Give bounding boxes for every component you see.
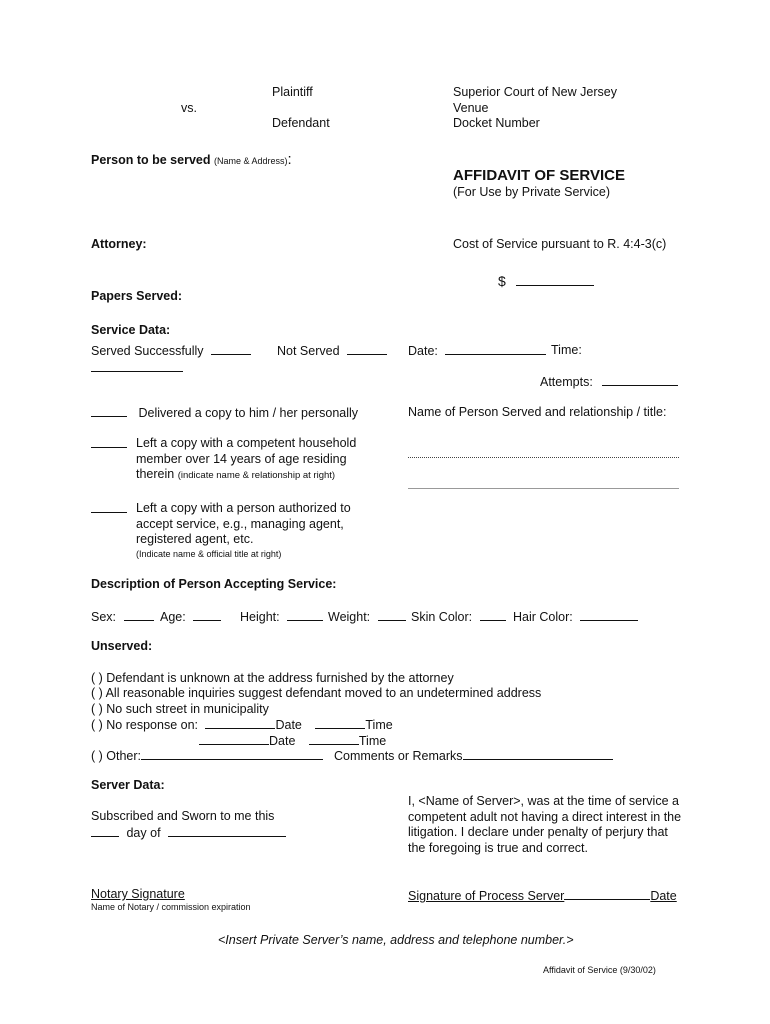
skin-color-label: Skin Color:: [411, 610, 473, 624]
sex-label: Sex:: [91, 610, 117, 624]
household-hint: (indicate name & relationship at right): [177, 470, 336, 481]
weight-label: Weight:: [328, 610, 371, 624]
no-response-label: ( ) No response on:: [91, 718, 198, 732]
age-field[interactable]: [160, 609, 221, 626]
declaration-line1: I, <Name of Server>, was at the time of service a: [408, 794, 679, 808]
attempts-label: Attempts:: [540, 375, 593, 389]
hair-color-blank[interactable]: [580, 609, 638, 621]
household-line3-row: [136, 467, 356, 484]
skin-color-blank[interactable]: [480, 609, 506, 621]
attorney-label: Attorney:: [91, 237, 147, 251]
no-response-time-label-2: Time: [358, 734, 387, 748]
hair-color-field[interactable]: [513, 609, 638, 626]
cost-amount-blank[interactable]: [516, 274, 594, 286]
declaration-line4: the foregoing is true and correct.: [408, 840, 588, 855]
plaintiff-label: Plaintiff: [272, 85, 313, 99]
declaration-line3: litigation. I declare under penalty of perjury that: [408, 825, 668, 839]
authorized-line3: registered agent, etc.: [136, 532, 254, 546]
service-date-label: Date:: [408, 344, 438, 358]
day-of-label: day of: [126, 826, 161, 840]
person-to-be-served-colon: :: [287, 151, 292, 168]
currency-symbol: $: [498, 273, 506, 289]
service-time-label: Time:: [551, 343, 582, 357]
service-data-heading: Service Data:: [91, 323, 171, 337]
no-response-time-label-1: Time: [365, 718, 393, 732]
authorized-option-text: [136, 501, 351, 560]
page-title: AFFIDAVIT OF SERVICE: [453, 167, 625, 184]
served-successfully-field[interactable]: [91, 343, 251, 360]
extra-blank[interactable]: [91, 360, 183, 372]
weight-field[interactable]: [328, 609, 406, 626]
attempts-blank[interactable]: [602, 374, 678, 386]
hair-color-label: Hair Color:: [513, 610, 573, 624]
form-revision-id: Affidavit of Service (9/30/02): [543, 965, 656, 975]
delivered-blank[interactable]: [91, 405, 127, 417]
day-of-field[interactable]: [91, 825, 286, 842]
page-subtitle: (For Use by Private Service): [453, 185, 610, 199]
unserved-option-other[interactable]: [91, 748, 323, 765]
sex-blank[interactable]: [124, 609, 154, 621]
no-response-date-label-1: Date: [275, 718, 302, 732]
household-line2: member over 14 years of age residing: [136, 451, 347, 466]
height-field[interactable]: [240, 609, 323, 626]
household-blank-field[interactable]: [91, 436, 127, 453]
vs-label: vs.: [181, 101, 197, 115]
papers-served-label: Papers Served:: [91, 289, 183, 303]
age-label: Age:: [160, 610, 186, 624]
household-option-text: [136, 436, 356, 484]
height-label: Height:: [240, 610, 280, 624]
signature-date-label: Date: [650, 889, 677, 903]
skin-color-field[interactable]: [411, 609, 506, 626]
court-name: Superior Court of New Jersey: [453, 85, 617, 99]
unserved-option-unknown[interactable]: ( ) Defendant is unknown at the address furnished by the attorney: [91, 671, 454, 685]
notary-signature-label[interactable]: Notary Signature: [91, 887, 185, 901]
comments-field[interactable]: [334, 748, 613, 765]
delivered-label: Delivered a copy to him / her personally: [138, 406, 359, 420]
server-data-heading: Server Data:: [91, 778, 165, 792]
name-relationship-line-1[interactable]: [408, 457, 679, 458]
declaration-line2: competent adult not having a direct interest in the: [408, 809, 682, 824]
authorized-blank[interactable]: [91, 501, 127, 513]
subscribed-sworn-label: Subscribed and Sworn to me this: [91, 809, 275, 823]
docket-number-label: Docket Number: [453, 116, 540, 130]
venue-label: Venue: [453, 101, 489, 115]
authorized-line2: accept service, e.g., managing agent,: [136, 516, 344, 531]
household-line3: therein: [136, 467, 175, 481]
process-server-signature-field[interactable]: [408, 887, 677, 905]
service-date-blank[interactable]: [445, 343, 546, 355]
server-declaration: [408, 794, 681, 856]
age-blank[interactable]: [193, 609, 221, 621]
no-response-time-blank-2[interactable]: [309, 733, 359, 745]
served-successfully-label: Served Successfully: [91, 344, 204, 358]
unserved-option-no-response[interactable]: [91, 717, 393, 734]
not-served-label: Not Served: [277, 344, 340, 358]
month-year-blank[interactable]: [168, 825, 286, 837]
unserved-option-no-street[interactable]: ( ) No such street in municipality: [91, 702, 269, 716]
delivered-option[interactable]: [91, 405, 358, 422]
insert-server-info-note: <Insert Private Server’s name, address and telephone number.>: [218, 933, 574, 947]
notary-subtext: Name of Notary / commission expiration: [91, 902, 251, 912]
service-date-field[interactable]: [408, 343, 546, 360]
process-server-signature-label: Signature of Process Server: [408, 889, 565, 903]
sex-field[interactable]: [91, 609, 154, 626]
height-blank[interactable]: [287, 609, 323, 621]
no-response-time-blank-1[interactable]: [315, 717, 365, 729]
description-heading: Description of Person Accepting Service:: [91, 577, 337, 591]
weight-blank[interactable]: [378, 609, 406, 621]
authorized-blank-field[interactable]: [91, 501, 127, 518]
defendant-label: Defendant: [272, 116, 330, 130]
name-relationship-line-2[interactable]: [408, 488, 679, 489]
household-line1: Left a copy with a competent household: [136, 436, 357, 450]
served-successfully-blank[interactable]: [211, 343, 251, 355]
household-blank[interactable]: [91, 436, 127, 448]
cost-of-service-label: Cost of Service pursuant to R. 4:4-3(c): [453, 237, 667, 251]
unserved-option-moved[interactable]: ( ) All reasonable inquiries suggest defendant moved to an undetermined address: [91, 686, 542, 700]
extra-blank-field[interactable]: [91, 360, 183, 377]
comments-label: Comments or Remarks: [334, 749, 463, 763]
unserved-heading: Unserved:: [91, 639, 153, 653]
authorized-hint: (Indicate name & official title at right): [136, 548, 282, 559]
no-response-date-blank-2[interactable]: [199, 733, 269, 745]
no-response-date-blank-1[interactable]: [205, 717, 275, 729]
person-to-be-served: [91, 151, 292, 170]
not-served-field[interactable]: [277, 343, 387, 360]
authorized-line1: Left a copy with a person authorized to: [136, 501, 351, 515]
not-served-blank[interactable]: [347, 343, 387, 355]
name-relationship-label: Name of Person Served and relationship / title:: [408, 405, 667, 419]
attempts-field[interactable]: [540, 374, 678, 391]
cost-amount-field[interactable]: [498, 273, 594, 291]
comments-blank[interactable]: [463, 748, 613, 760]
other-label: ( ) Other:: [91, 749, 142, 763]
person-to-be-served-hint: (Name & Address): [213, 156, 288, 166]
person-to-be-served-label: Person to be served: [91, 153, 211, 167]
process-server-signature-line[interactable]: [564, 887, 650, 900]
no-response-date-label-2: Date: [269, 734, 296, 748]
day-blank[interactable]: [91, 825, 119, 837]
other-blank[interactable]: [141, 748, 323, 760]
